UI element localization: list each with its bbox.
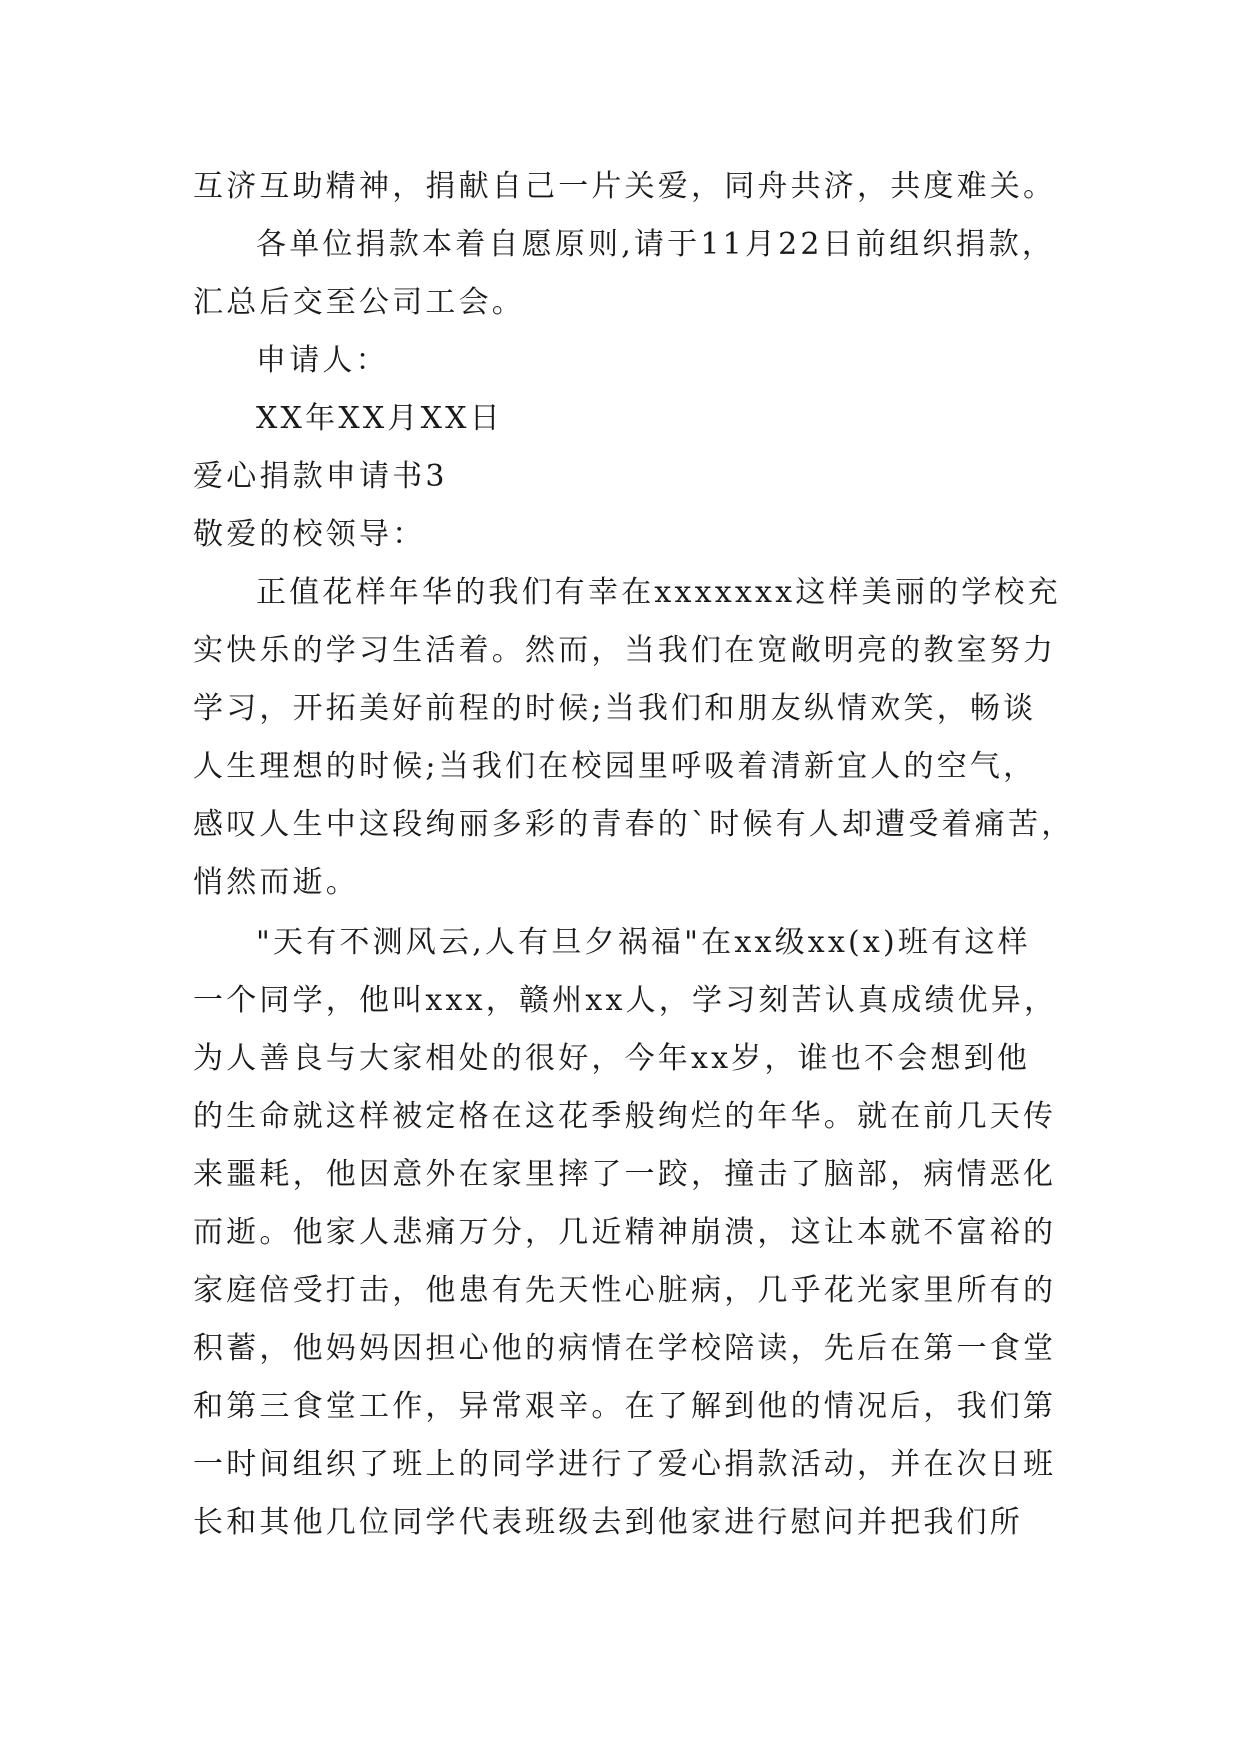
- para-story: 而逝。他家人悲痛万分，几近精神崩溃，这让本就不富裕的: [193, 1215, 1057, 1250]
- para-continuation-top: 互济互助精神，捐献自己一片关爱，同舟共济，共度难关。: [193, 169, 1057, 204]
- para-story: 长和其他几位同学代表班级去到他家进行慰问并把我们所: [193, 1505, 1023, 1540]
- para-intro: 人生理想的时候;当我们在校园里呼吸着清新宜人的空气，: [193, 749, 1037, 784]
- para-donation-deadline: 各单位捐款本着自愿原则,请于11月22日前组织捐款，: [256, 227, 1056, 262]
- para-intro: 实快乐的学习生活着。然而，当我们在宽敞明亮的教室努力: [193, 633, 1057, 668]
- para-story: "天有不测风云,人有旦夕祸福"在xx级xx(x)班有这样: [256, 925, 1031, 960]
- para-intro: 感叹人生中这段绚丽多彩的青春的`时候有人却遭受着痛苦，: [193, 807, 1075, 842]
- section-heading: 爱心捐款申请书3: [193, 459, 448, 494]
- para-intro: 悄然而逝。: [193, 865, 359, 900]
- applicant-label: 申请人：: [256, 343, 389, 378]
- para-story: 为人善良与大家相处的很好，今年xx岁，谁也不会想到他: [193, 1041, 1031, 1076]
- para-donation-deadline-cont: 汇总后交至公司工会。: [193, 285, 525, 320]
- para-story: 的生命就这样被定格在这花季般绚烂的年华。就在前几天传: [193, 1099, 1057, 1134]
- para-story: 和第三食堂工作，异常艰辛。在了解到他的情况后，我们第: [193, 1389, 1057, 1424]
- date-line: XX年XX月XX日: [256, 401, 503, 436]
- salutation: 敬爱的校领导：: [193, 517, 426, 552]
- para-story: 一时间组织了班上的同学进行了爱心捐款活动，并在次日班: [193, 1447, 1057, 1482]
- para-story: 来噩耗，他因意外在家里摔了一跤，撞击了脑部，病情恶化: [193, 1157, 1057, 1192]
- para-intro: 正值花样年华的我们有幸在xxxxxxx这样美丽的学校充: [256, 575, 1061, 610]
- para-story: 家庭倍受打击，他患有先天性心脏病，几乎花光家里所有的: [193, 1273, 1057, 1308]
- para-story: 一个同学，他叫xxx，赣州xx人，学习刻苦认真成绩优异，: [193, 983, 1058, 1018]
- para-intro: 学习，开拓美好前程的时候;当我们和朋友纵情欢笑，畅谈: [193, 691, 1037, 726]
- para-story: 积蓄，他妈妈因担心他的病情在学校陪读，先后在第一食堂: [193, 1331, 1057, 1366]
- body-text: [193, 158, 1093, 1552]
